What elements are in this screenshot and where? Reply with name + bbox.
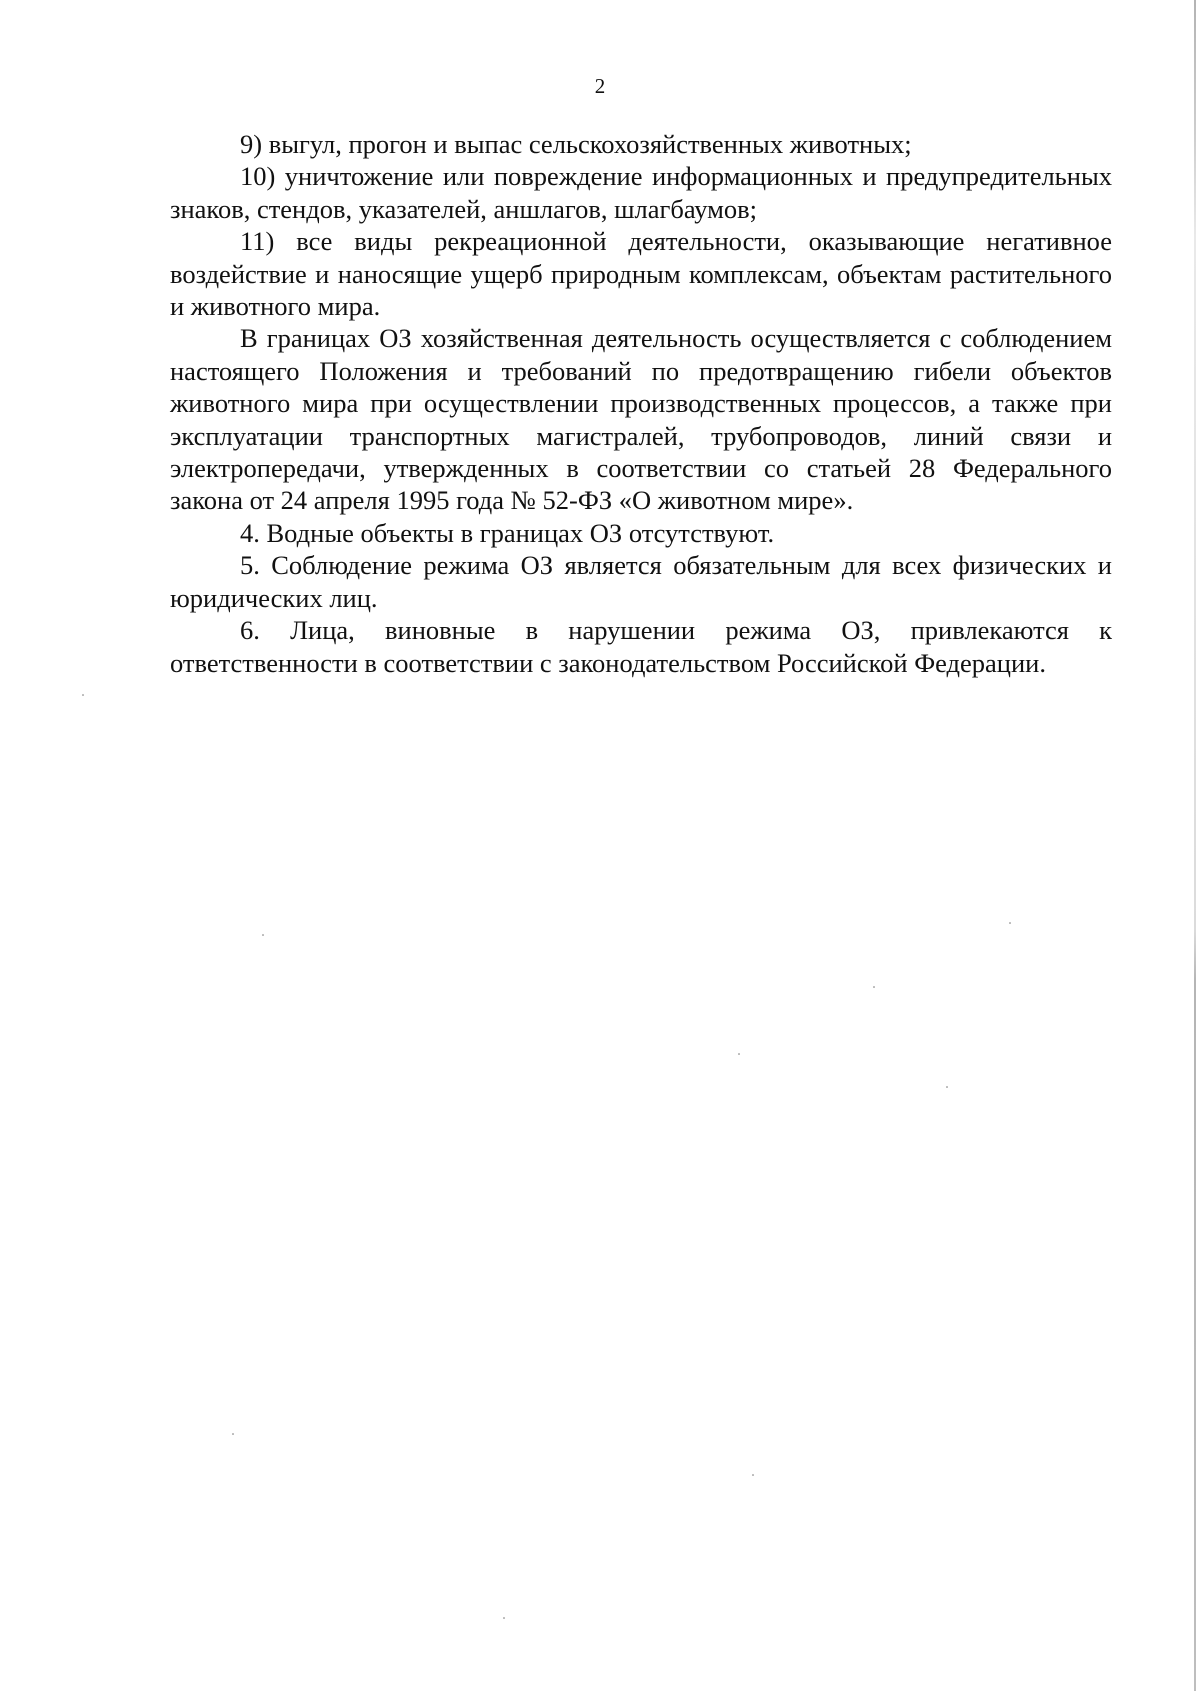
- clause-4: 4. Водные объекты в границах ОЗ отсутствуют.: [240, 517, 775, 548]
- scan-speck: [232, 1433, 234, 1435]
- scan-edge: [1194, 0, 1196, 1691]
- list-item-11: 11) все виды рекреационной деятельности, оказывающие негативное воздействие и наносящие ущерб природным комплексам, объектам растительного и животного мира.: [170, 226, 1112, 322]
- paragraph-economic-activity: В границах ОЗ хозяйственная деятельность осуществляется с соблюдением настоящего Положения и требований по предотвращению гибели объектов животного мира при осуществлении производственных процессов, а также при эксплуатации транспортных магистралей, трубопроводов, линий связи и электропередачи, утвержденных в соответствии со статьей 28 Федерального закона от 24 апреля 1995 года № 52-ФЗ «О животном мире».: [170, 323, 1112, 516]
- page-number: 2: [594, 74, 606, 98]
- scan-speck: [82, 694, 84, 696]
- clause-6: 6. Лица, виновные в нарушении режима ОЗ, привлекаются к ответственности в соответствии с законодательством Российской Федерации.: [170, 615, 1112, 678]
- clause-5: 5. Соблюдение режима ОЗ является обязательным для всех физических и юридических лиц.: [170, 550, 1112, 613]
- scan-speck: [873, 986, 875, 988]
- scan-speck: [752, 1474, 754, 1476]
- scan-speck: [738, 1053, 740, 1055]
- list-item-10: 10) уничтожение или повреждение информационных и предупредительных знаков, стендов, указателей, аншлагов, шлагбаумов;: [170, 161, 1112, 224]
- scan-speck: [946, 1086, 948, 1088]
- document-body: [170, 128, 1112, 679]
- scan-speck: [503, 1617, 505, 1619]
- scan-speck: [1009, 922, 1011, 924]
- list-item-9: 9) выгул, прогон и выпас сельскохозяйственных животных;: [240, 129, 912, 159]
- scan-speck: [262, 934, 264, 936]
